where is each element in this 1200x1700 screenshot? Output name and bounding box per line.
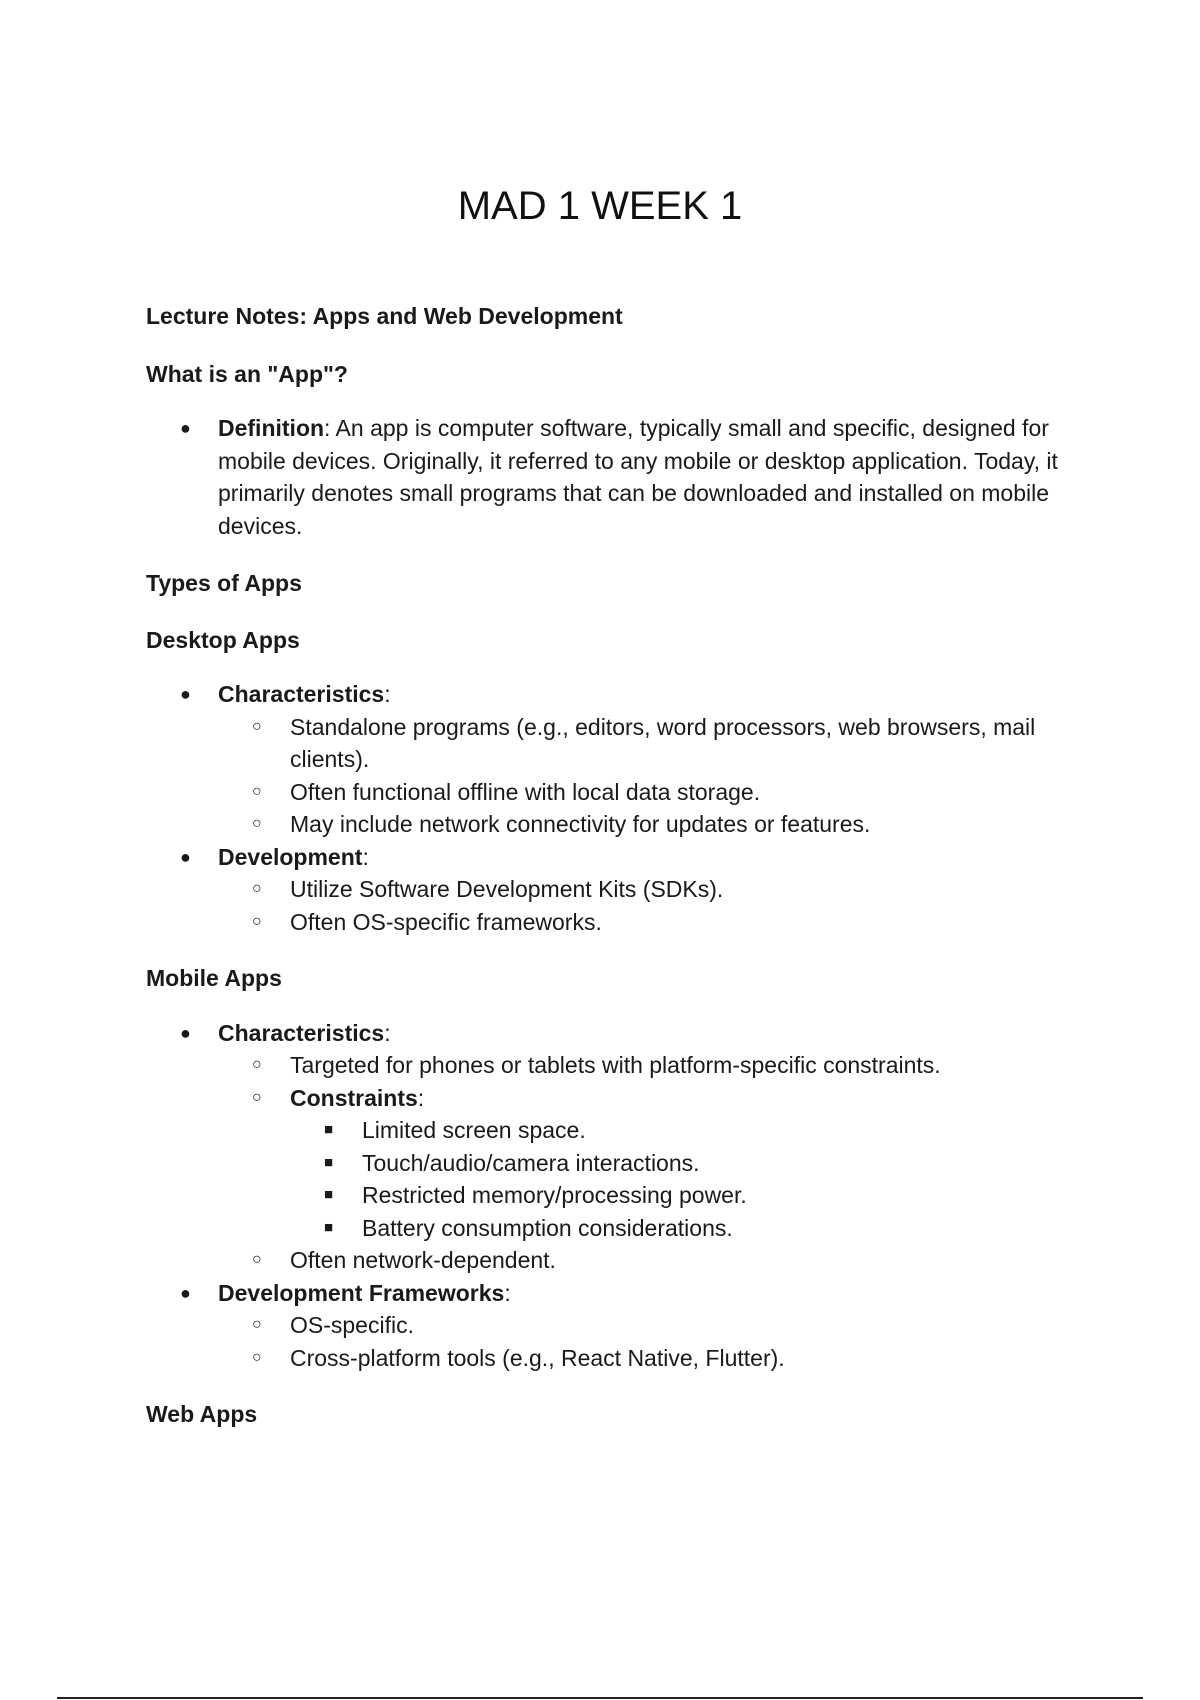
sub-list bbox=[218, 1309, 1086, 1374]
desktop-list bbox=[146, 678, 1086, 938]
sub-list bbox=[218, 1049, 1086, 1277]
list-item: ■ Limited screen space. bbox=[290, 1114, 1086, 1147]
desktop-heading: Desktop Apps bbox=[146, 626, 300, 653]
list-item bbox=[218, 1082, 1086, 1245]
list-item: ○ Utilize Software Development Kits (SDKs). bbox=[218, 873, 1086, 906]
colon: : bbox=[504, 1279, 511, 1306]
lecture-heading: Lecture Notes: Apps and Web Development bbox=[146, 303, 623, 329]
page-title: MAD 1 WEEK 1 bbox=[457, 184, 743, 228]
list-item: ○ OS-specific. bbox=[218, 1309, 1086, 1342]
web-heading: Web Apps bbox=[146, 1401, 258, 1427]
list-item bbox=[146, 841, 1086, 939]
development-label: Development bbox=[218, 843, 363, 870]
list-item bbox=[146, 1017, 1086, 1277]
what-is-app-heading: What is an "App"? bbox=[146, 360, 348, 387]
definition-label: Definition bbox=[218, 415, 325, 441]
constraints-label: Constraints bbox=[290, 1084, 418, 1111]
list-item: ○ Often OS-specific frameworks. bbox=[218, 906, 1086, 939]
list-item bbox=[146, 1277, 1086, 1375]
characteristics-label: Characteristics bbox=[218, 1019, 385, 1046]
definition-text: : An app is computer software, typically small and specific, designed for mobile devices. Originally, it referred to any mobile or desktop application. Today, it primarily denotes small programs that can be downloaded and installed on mobile devices. bbox=[218, 415, 1058, 539]
sub-sub-list bbox=[290, 1114, 1086, 1244]
list-item: ○ Standalone programs (e.g., editors, word processors, web browsers, mail clients). bbox=[218, 711, 1086, 776]
colon: : bbox=[384, 681, 391, 707]
colon: : bbox=[417, 1084, 425, 1111]
definition-list bbox=[146, 412, 1086, 542]
colon: : bbox=[384, 1019, 391, 1046]
list-item: ■ Touch/audio/camera interactions. bbox=[290, 1147, 1086, 1180]
list-item: ○ Often network-dependent. bbox=[218, 1244, 1086, 1277]
list-item bbox=[146, 412, 1086, 542]
list-item: ■ Restricted memory/processing power. bbox=[290, 1179, 1086, 1212]
types-heading: Types of Apps bbox=[146, 570, 302, 596]
colon: : bbox=[362, 843, 369, 870]
mobile-heading: Mobile Apps bbox=[146, 965, 282, 991]
document-body bbox=[146, 300, 1086, 1431]
list-item: ○ Targeted for phones or tablets with platform-specific constraints. bbox=[218, 1049, 1086, 1082]
list-item: ○ Often functional offline with local data storage. bbox=[218, 776, 1086, 809]
characteristics-label: Characteristics bbox=[218, 681, 385, 707]
list-item: ○ May include network connectivity for updates or features. bbox=[218, 808, 1086, 841]
list-item: ○ Cross-platform tools (e.g., React Native, Flutter). bbox=[218, 1342, 1086, 1375]
sub-list bbox=[218, 873, 1086, 938]
page-bottom-divider bbox=[57, 1697, 1143, 1699]
mobile-list bbox=[146, 1017, 1086, 1375]
frameworks-label: Development Frameworks bbox=[218, 1279, 505, 1306]
list-item bbox=[146, 678, 1086, 841]
sub-list bbox=[218, 711, 1086, 841]
list-item: ■ Battery consumption considerations. bbox=[290, 1212, 1086, 1245]
